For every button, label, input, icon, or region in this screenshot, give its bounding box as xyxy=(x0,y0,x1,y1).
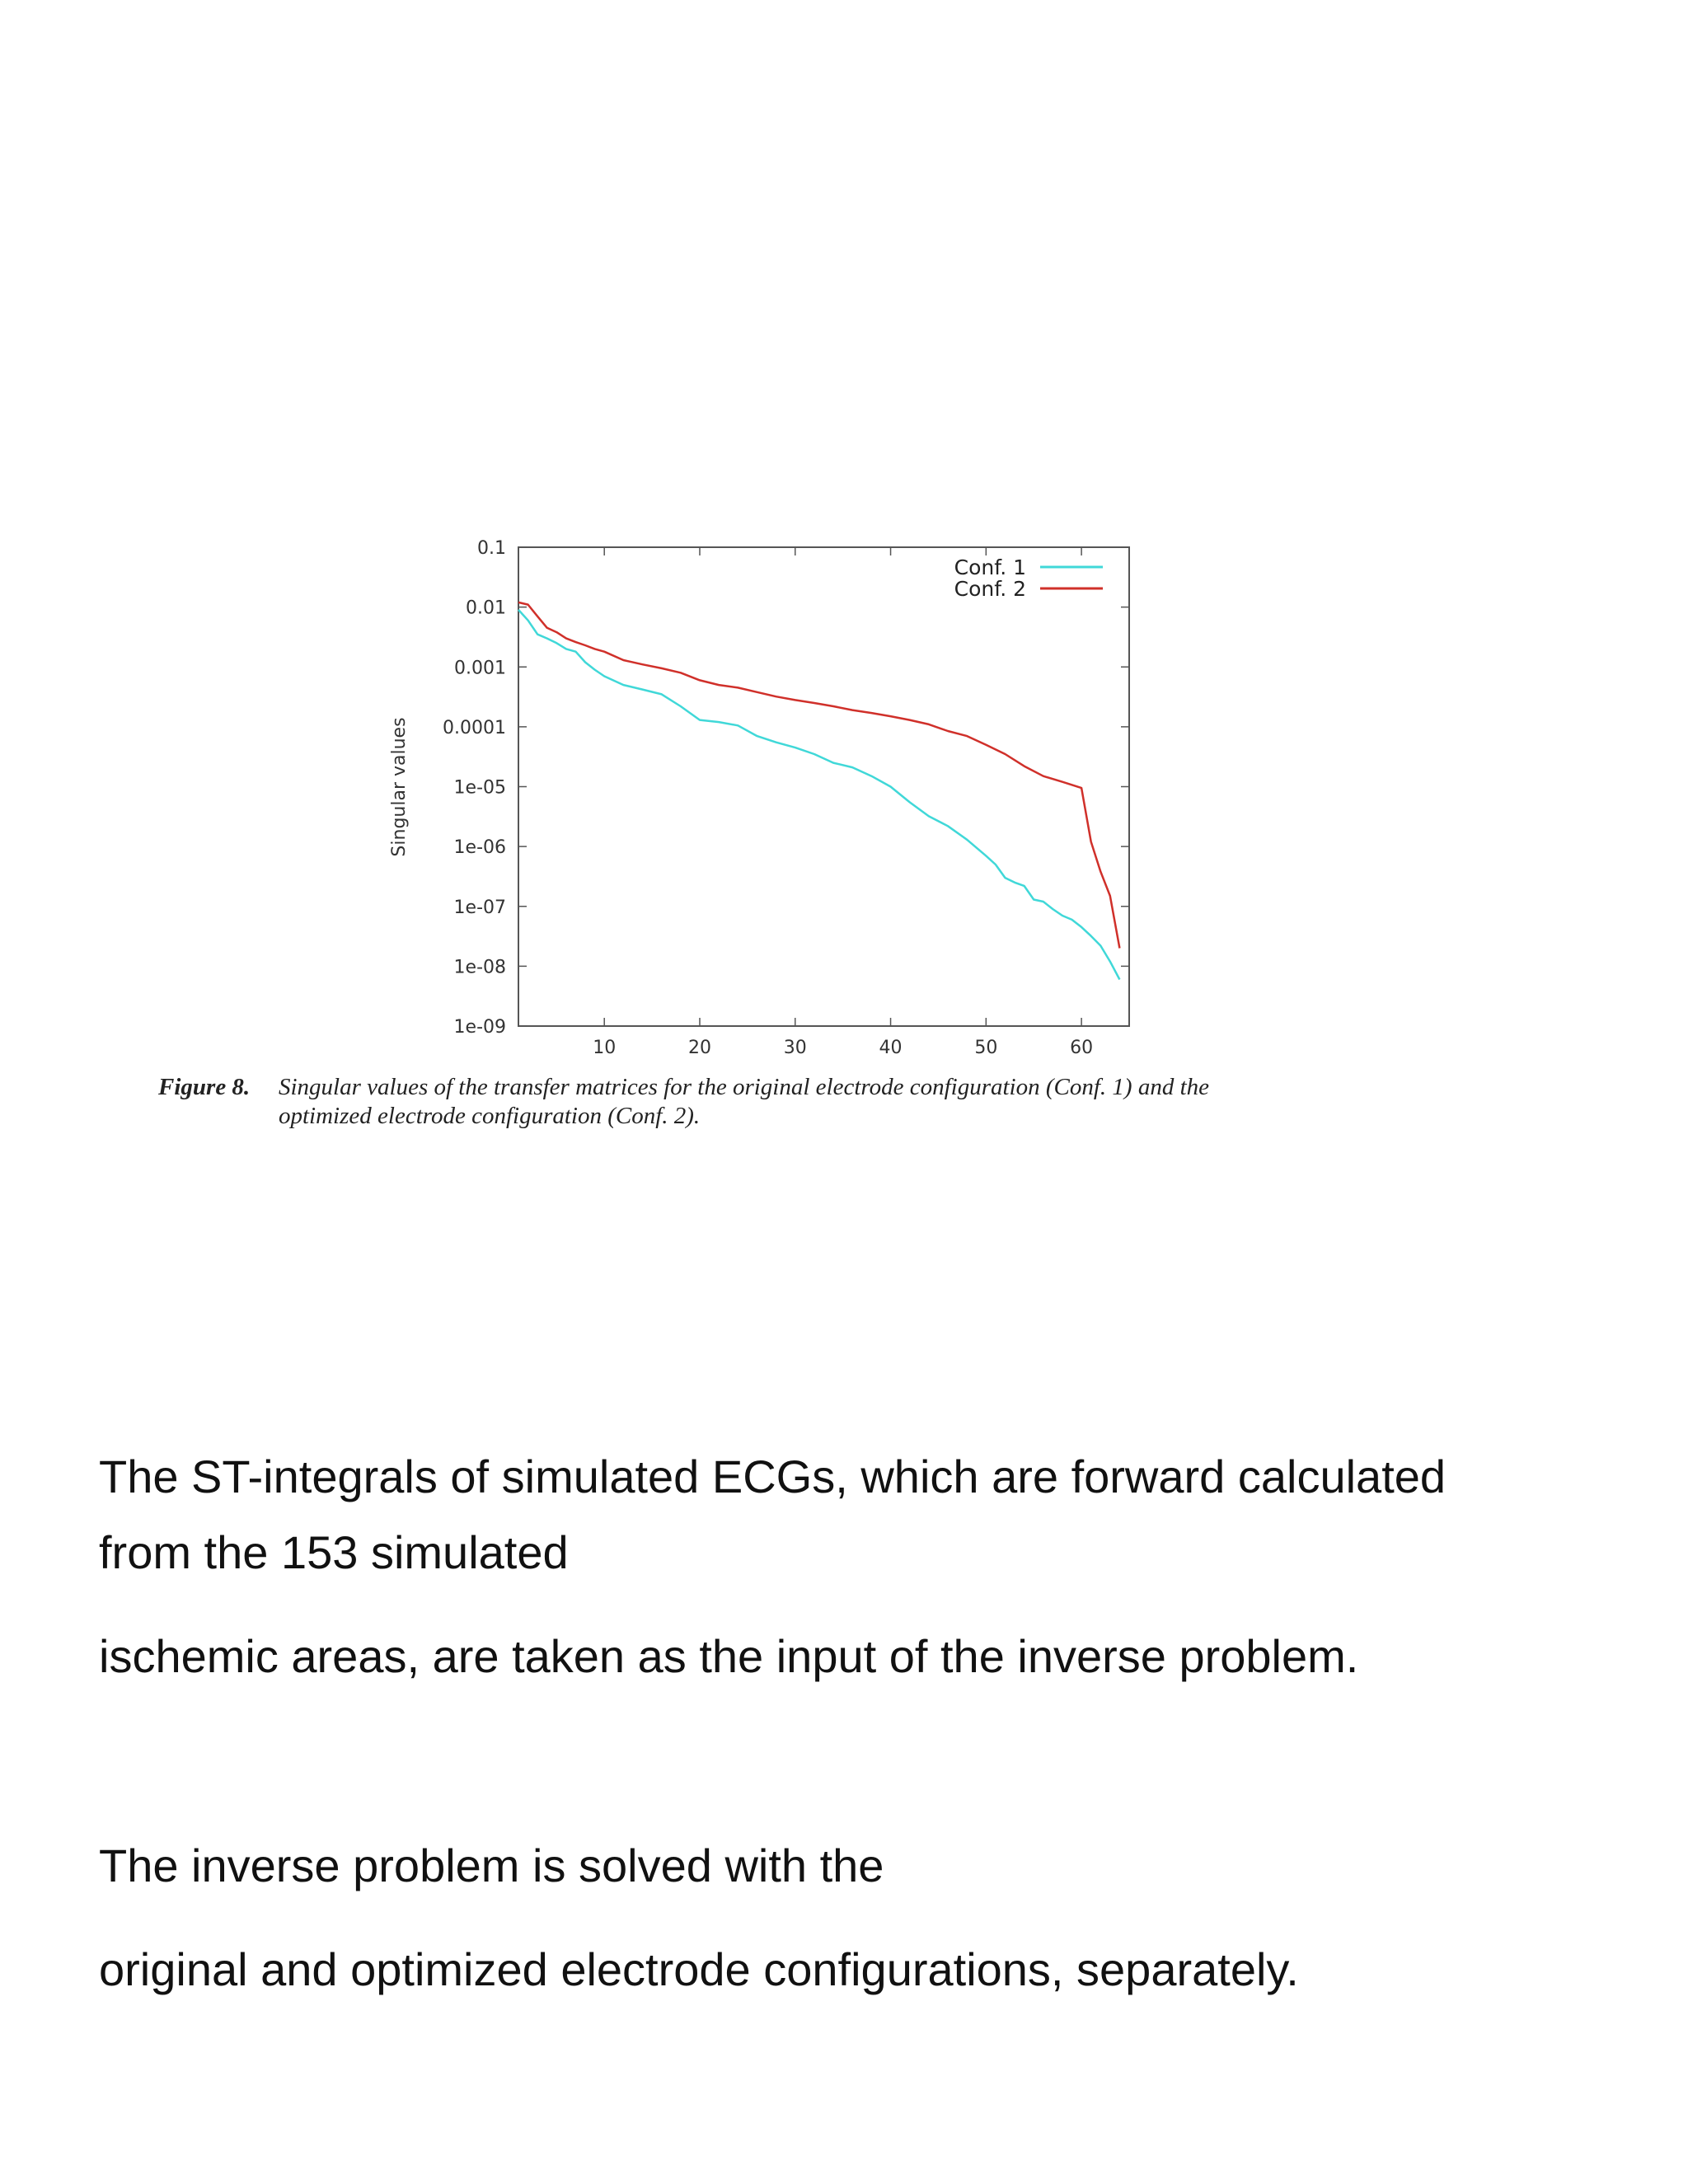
y-tick-label: 0.001 xyxy=(454,658,506,679)
singular-values-chart xyxy=(0,0,1688,1071)
y-tick-label: 1e-07 xyxy=(453,897,506,918)
body-line-1: The ST-integrals of simulated ECGs, which are forward calculated xyxy=(99,1451,1447,1502)
y-tick-label: 0.01 xyxy=(466,598,506,619)
x-tick-label: 60 xyxy=(1070,1038,1094,1058)
caption-label: Figure 8. xyxy=(158,1074,251,1100)
y-tick-label: 1e-05 xyxy=(453,777,506,799)
x-tick-label: 10 xyxy=(593,1038,617,1058)
y-axis-ticks xyxy=(443,538,1129,1038)
legend-label-2: Conf. 2 xyxy=(954,577,1026,601)
y-tick-label: 1e-09 xyxy=(453,1017,506,1038)
caption-text: Singular values of the transfer matrices for the original electrode configuration (Conf. 1) and the optimized electrode configuration (Conf. 2). xyxy=(279,1074,1210,1129)
y-tick-label: 1e-06 xyxy=(453,837,506,859)
figure-caption xyxy=(158,1073,1287,1131)
series-line-2 xyxy=(518,602,1119,949)
plot-frame xyxy=(518,547,1129,1026)
x-tick-label: 30 xyxy=(783,1038,807,1058)
body-line-5: original and optimized electrode configurations, separately. xyxy=(99,1943,1299,1995)
body-line-4: The inverse problem is solved with the xyxy=(99,1840,884,1891)
body-line-3: ischemic areas, are taken as the input of the inverse problem. xyxy=(99,1630,1359,1682)
y-tick-label: 1e-08 xyxy=(453,957,506,978)
legend xyxy=(954,555,1103,601)
x-axis-ticks xyxy=(593,547,1093,1058)
x-tick-label: 50 xyxy=(974,1038,998,1058)
body-line-2: from the 153 simulated xyxy=(99,1526,569,1578)
x-tick-label: 20 xyxy=(687,1038,711,1058)
legend-label-1: Conf. 1 xyxy=(954,555,1026,579)
series-line-1 xyxy=(518,610,1119,980)
x-tick-label: 40 xyxy=(879,1038,903,1058)
y-tick-label: 0.0001 xyxy=(443,717,506,738)
y-tick-label: 0.1 xyxy=(477,538,506,559)
series-lines xyxy=(518,602,1119,980)
plot-frame-rect xyxy=(518,547,1129,1026)
y-axis-label: Singular values xyxy=(389,717,410,857)
